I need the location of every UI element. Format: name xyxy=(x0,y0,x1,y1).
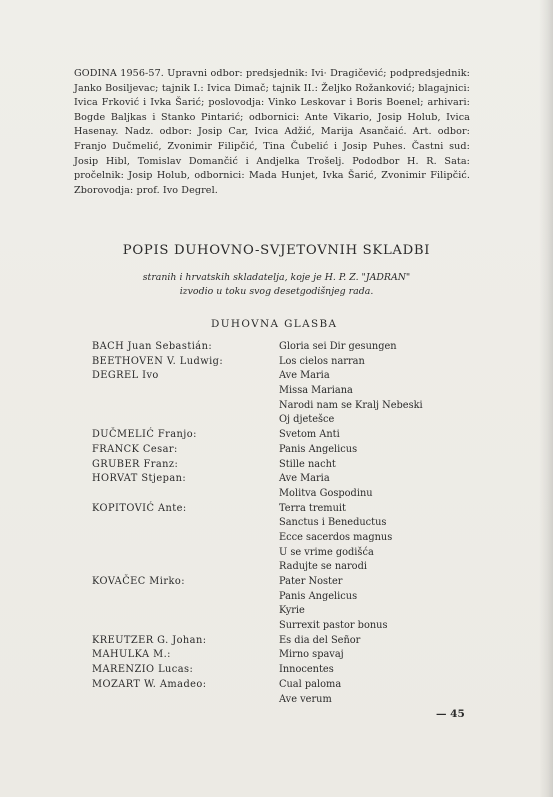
subtitle-line-2: izvodio u toku svog desetgodišnjeg rada. xyxy=(179,286,374,298)
list-item xyxy=(92,384,452,399)
work-title: Ave verum xyxy=(279,693,332,705)
list-item xyxy=(92,619,452,634)
work-title: Pater Noster xyxy=(279,576,343,587)
list-item xyxy=(92,428,452,443)
work-title: Stille nacht xyxy=(279,458,336,470)
list-item xyxy=(92,369,452,384)
list-item xyxy=(92,516,452,531)
list-item xyxy=(92,531,452,546)
work-title: Surrexit pastor bonus xyxy=(279,620,388,632)
list-item xyxy=(92,560,452,575)
intro-paragraph: GODINA 1956-57. Upravni odbor: predsjednik: Ivi· Dragičević; podpredsjednik: Janko Bosiljevac; tajnik I.: Ivica Dimač; tajnik II.: Željko Rožanković; blagajnici: Ivica Frković i Ivka Šarić; poslovodja: Vinko Leskovar i Boris Boenel; arhivari: Bogde Baljkas i Stanko Pintarić; odbornici: Ante Vikario, Josip Holub, Ivica Hasenay. Nadz. odbor: Josip Car, Ivica Adžić, Marija Asančaić. Art. odbor: Franjo Dučmelić, Zvonimir Filipčić, Tina Čubelić i Josip Puhes. Častni sud: Josip Hibl, Tomislav Domančić i Andjelka Trošelj. Pododbor H. R. Sata: pročelnik: Josip Holub, odbornici: Mada Hunjet, Ivka Šarić, Zvonimir Filipčić. Zborovodja: prof. Ivo Degrel. xyxy=(74,68,470,196)
composer-name: KOVAČEC Mirko: xyxy=(92,576,185,587)
composer-name: BACH Juan Sebastián: xyxy=(92,341,213,352)
section-heading: DUHOVNA GLASBA xyxy=(211,318,338,330)
list-item xyxy=(92,546,452,561)
list-item xyxy=(92,678,452,693)
work-title: Cual paloma xyxy=(279,678,342,690)
list-item xyxy=(92,443,452,458)
work-title: Molitva Gospodinu xyxy=(279,487,373,499)
list-item xyxy=(92,487,452,502)
work-title: Oj djetešce xyxy=(279,414,335,426)
work-title: Ave Maria xyxy=(279,473,330,485)
work-title: Narodi nam se Kralj Nebeski xyxy=(279,399,423,411)
composer-name: FRANCK Cesar: xyxy=(92,443,178,455)
work-title: Svetom Anti xyxy=(279,429,340,441)
work-title: Kyrie xyxy=(279,605,305,617)
composer-name: BEETHOVEN V. Ludwig: xyxy=(92,355,224,367)
list-item xyxy=(92,413,452,428)
composer-name: HORVAT Stjepan: xyxy=(92,473,187,485)
composer-name: KOPITOVIĆ Ante: xyxy=(92,502,187,514)
composer-name: MARENZIO Lucas: xyxy=(92,664,194,676)
composer-name: MAHULKA M.: xyxy=(92,649,171,661)
list-item xyxy=(92,604,452,619)
list-subtitle xyxy=(0,271,553,299)
composer-name: KREUTZER G. Johan: xyxy=(92,634,207,646)
list-item xyxy=(92,663,452,678)
list-item xyxy=(92,472,452,487)
work-title: Innocentes xyxy=(279,664,334,676)
work-title: Los cielos narran xyxy=(279,355,365,367)
composer-name: MOZART W. Amadeo: xyxy=(92,678,207,690)
list-item xyxy=(92,399,452,414)
list-title: POPIS DUHOVNO-SVJETOVNIH SKLADBI xyxy=(122,243,431,258)
list-item xyxy=(92,634,452,649)
composer-name: DEGREL Ivo xyxy=(92,370,159,382)
work-title: Panis Angelicus xyxy=(279,443,358,455)
composer-name: GRUBER Franz: xyxy=(92,458,179,470)
list-item xyxy=(92,502,452,517)
work-title: Ave Maria xyxy=(279,370,330,382)
work-title: Sanctus i Beneductus xyxy=(279,517,387,529)
list-item xyxy=(92,693,452,708)
work-title: Ecce sacerdos magnus xyxy=(279,531,393,543)
work-title: Terra tremuit xyxy=(279,502,346,514)
work-title: Panis Angelicus xyxy=(279,590,358,602)
composer-name: DUČMELIĆ Franjo: xyxy=(92,429,197,441)
list-item xyxy=(92,590,452,605)
subtitle-line-1: stranih i hrvatskih skladatelja, koje je H. P. Z. "JADRAN" xyxy=(142,272,411,283)
work-title: U se vrime godišća xyxy=(279,546,374,558)
list-item xyxy=(92,355,452,370)
work-title: Radujte se narodi xyxy=(279,561,367,573)
list-item xyxy=(92,458,452,473)
list-item xyxy=(92,648,452,663)
list-item xyxy=(92,340,452,355)
page-spine-shadow xyxy=(539,0,553,797)
work-title: Mirno spavaj xyxy=(279,649,344,661)
work-title: Missa Mariana xyxy=(279,385,353,397)
composition-list xyxy=(92,340,452,707)
work-title: Gloria sei Dir gesungen xyxy=(279,341,397,352)
work-title: Es dia del Señor xyxy=(279,634,361,646)
list-item xyxy=(92,575,452,590)
page-number: — 45 xyxy=(436,708,465,720)
